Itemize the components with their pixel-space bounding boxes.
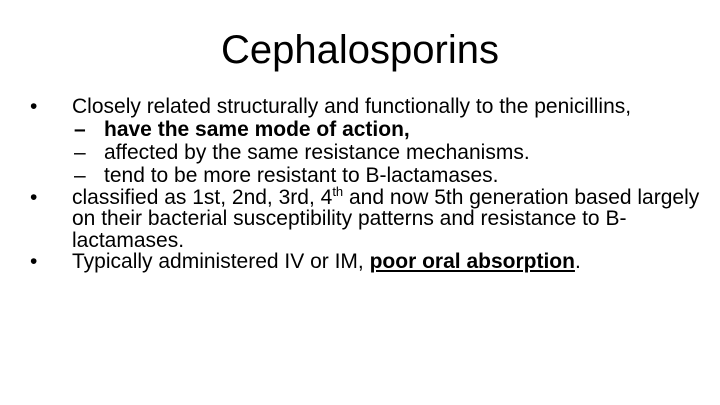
sub-text: tend to be more resistant to B-lactamases. bbox=[104, 164, 499, 187]
sub-text: have the same mode of action, bbox=[104, 118, 410, 141]
bullet-text: Closely related structurally and functionally to the penicillins, bbox=[72, 95, 632, 118]
bullet-item-1 bbox=[30, 96, 700, 118]
bullet-item-3 bbox=[30, 251, 700, 273]
bullet-text-post: . bbox=[574, 250, 581, 273]
bullet-marker: • bbox=[30, 95, 38, 118]
dash-marker: – bbox=[74, 164, 86, 187]
superscript-th: th bbox=[332, 183, 344, 199]
emphasis-text: poor oral absorption bbox=[369, 250, 575, 273]
bullet-item-2 bbox=[30, 183, 700, 252]
dash-marker: – bbox=[74, 118, 86, 141]
bullet-marker: • bbox=[30, 185, 38, 209]
bullet-text-pre: classified as 1st, 2nd, 3rd, 4 bbox=[72, 185, 333, 209]
dash-marker: – bbox=[74, 141, 86, 164]
sub-item-1 bbox=[30, 119, 700, 141]
bullet-text-pre: Typically administered IV or IM, bbox=[72, 250, 370, 273]
slide-title: Cephalosporins bbox=[221, 28, 499, 72]
sub-text: affected by the same resistance mechanisms. bbox=[104, 141, 530, 164]
sub-item-2 bbox=[30, 142, 700, 164]
sub-item-3 bbox=[30, 165, 700, 187]
bullet-text-post: and now 5th generation based largely on their bacterial susceptibility patterns and resistance to B-lactamases. bbox=[72, 185, 700, 252]
slide-body bbox=[30, 96, 700, 273]
bullet-marker: • bbox=[30, 250, 38, 273]
